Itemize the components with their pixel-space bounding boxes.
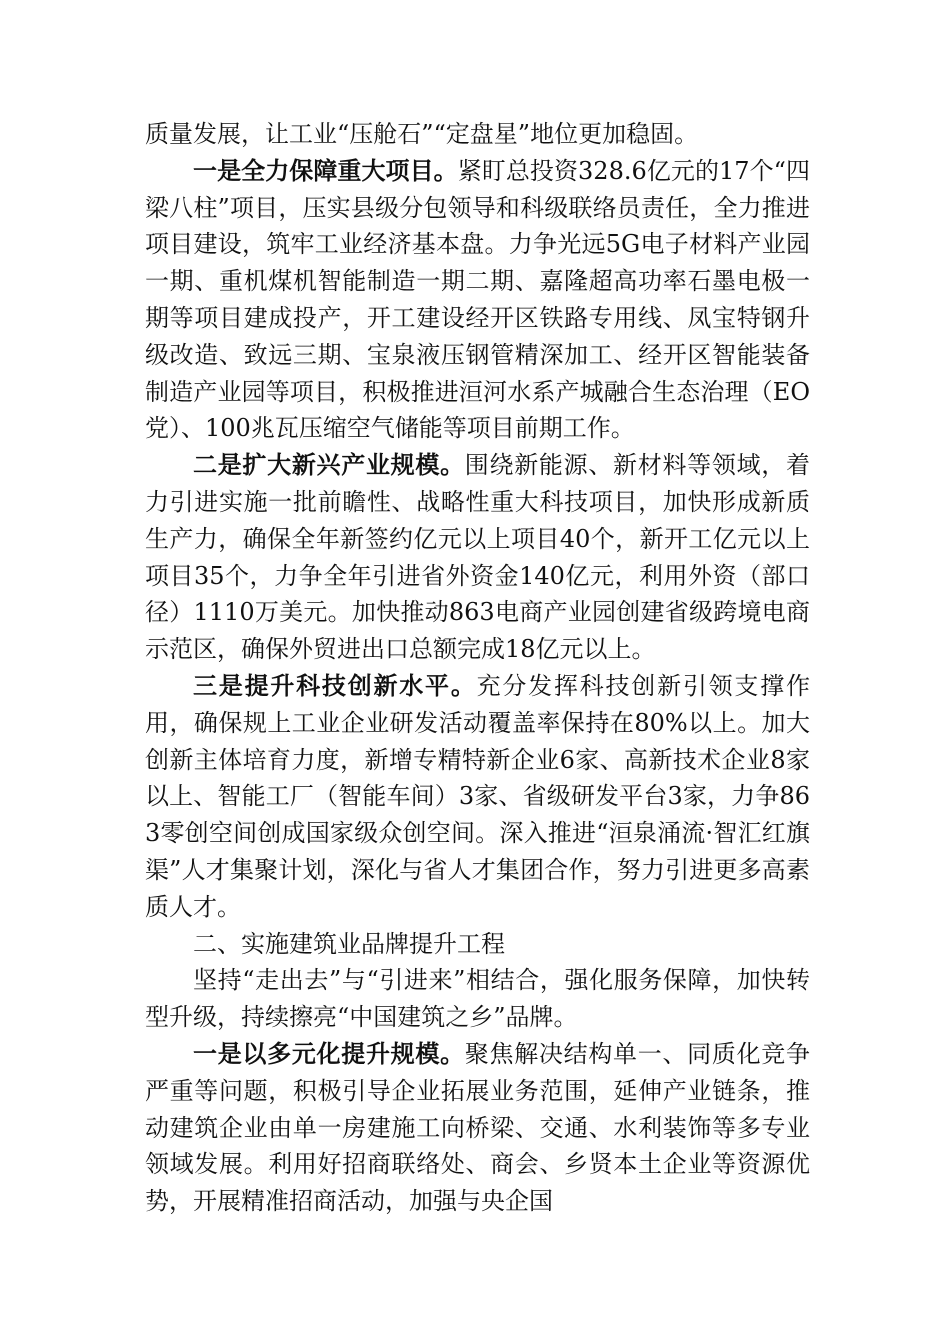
paragraph-text: 紧盯总投资328.6亿元的17个“四梁八柱”项目，压实县级分包领导和科级联络员责任，全力推进项目建设，筑牢工业经济基本盘。力争光远5G电子材料产业园一期、重机煤机智能制造一期二期、嘉隆超高功率石墨电极一期等项目建成投产，开工建设经开区铁路专用线、凤宝特钢升级改造、致远三期、宝泉液压钢管精深加工、经开区智能装备制造产业园等项目，积极推进洹河水系产城融合生态治理（EO党）、100兆瓦压缩空气储能等项目前期工作。: [145, 156, 811, 443]
paragraph-text: 聚焦解决结构单一、同质化竞争严重等问题，积极引导企业拓展业务范围，延伸产业链条，推动建筑企业由单一房建施工向桥梁、交通、水利装饰等多专业领域发展。利用好招商联络处、商会、乡贤本土企业等资源优势，开展精准招商活动，加强与央企国: [145, 1039, 811, 1216]
paragraph-continuation: [145, 116, 810, 153]
section-intro: [145, 962, 810, 1036]
paragraph-lead: 一是全力保障重大项目。: [193, 156, 458, 185]
paragraph-lead: 二是扩大新兴产业规模。: [193, 451, 465, 480]
paragraph-tech-innovation: [145, 668, 810, 926]
paragraph-text: 坚持“走出去”与“引进来”相结合，强化服务保障，加快转型升级，持续擦亮“中国建筑之乡”品牌。: [145, 966, 810, 1032]
paragraph-emerging-industries: [145, 447, 810, 668]
document-page: [145, 116, 810, 1220]
paragraph-text: 充分发挥科技创新引领支撑作用，确保规上工业企业研发活动覆盖率保持在80%以上。加大创新主体培育力度，新增专精特新企业6家、高新技术企业8家以上、智能工厂（智能车间）3家、省级研发平台3家，力争863零创空间创成国家级众创空间。深入推进“洹泉涌流·智汇红旗渠”人才集聚计划，深化与省人才集团合作，努力引进更多高素质人才。: [145, 671, 810, 921]
paragraph-diversification: [145, 1036, 810, 1220]
paragraph-lead: 一是以多元化提升规模。: [193, 1039, 465, 1068]
paragraph-text: 质量发展，让工业“压舱石”“定盘星”地位更加稳固。: [145, 120, 699, 148]
section-heading: 二、实施建筑业品牌提升工程: [193, 929, 505, 958]
paragraph-lead: 三是提升科技创新水平。: [193, 671, 477, 700]
paragraph-major-projects: [145, 153, 810, 447]
paragraph-text: 围绕新能源、新材料等领域，着力引进实施一批前瞻性、战略性重大科技项目，加快形成新质生产力，确保全年新签约亿元以上项目40个，新开工亿元以上项目35个，力争全年引进省外资金140亿元，利用外资（部口径）1110万美元。加快推动863电商产业园创建省级跨境电商示范区，确保外贸进出口总额完成18亿元以上。: [145, 451, 811, 664]
